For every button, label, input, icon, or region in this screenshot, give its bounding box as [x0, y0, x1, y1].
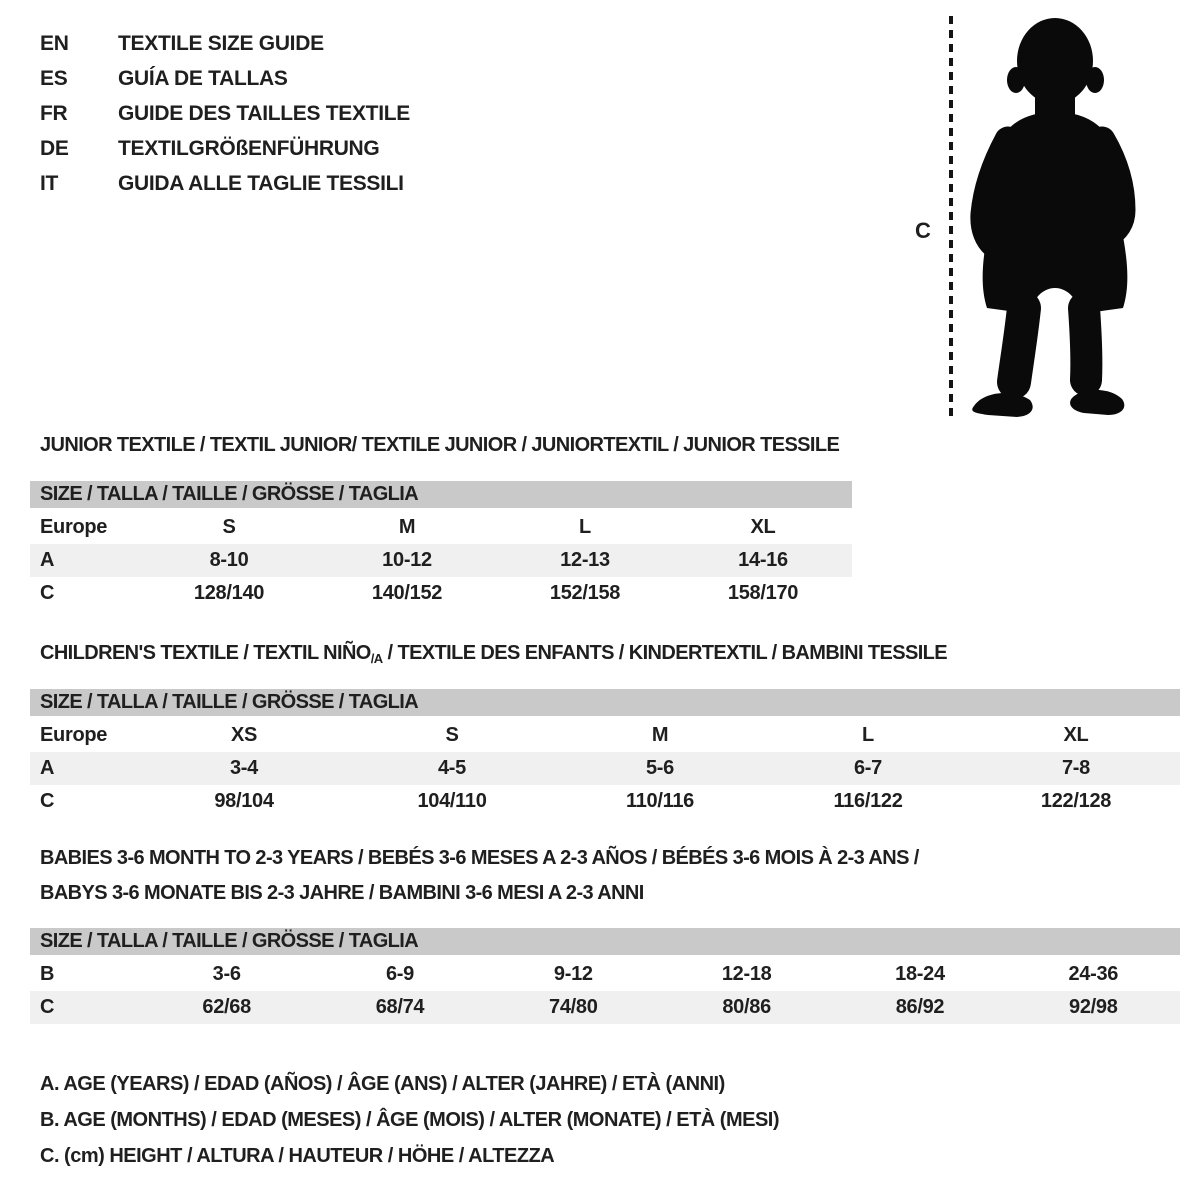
- row-label: A: [40, 549, 55, 571]
- language-header: [40, 32, 410, 196]
- table-cell: 12-13: [560, 549, 610, 571]
- legend-height-cm: C. (cm) HEIGHT / ALTURA / HAUTEUR / HÖHE / ALTEZZA: [40, 1145, 555, 1167]
- lang-code-it: IT: [40, 172, 59, 195]
- table-cell: 116/122: [833, 790, 903, 812]
- table-cell: M: [651, 724, 669, 746]
- lang-title-it: GUIDA ALLE TAGLIE TESSILI: [118, 172, 404, 195]
- table-cell: 7-8: [1061, 757, 1090, 779]
- children-title-part1: CHILDREN'S TEXTILE / TEXTIL NIÑO: [40, 642, 371, 664]
- junior-size-header: SIZE / TALLA / TAILLE / GRÖSSE / TAGLIA: [30, 481, 852, 511]
- table-row: [30, 544, 852, 577]
- lang-code-de: DE: [40, 137, 69, 160]
- lang-code-fr: FR: [40, 102, 68, 125]
- row-label: B: [40, 963, 55, 985]
- table-cell: XL: [1063, 724, 1089, 746]
- table-cell: 128/140: [193, 582, 265, 604]
- lang-code-es: ES: [40, 67, 68, 90]
- lang-code-en: EN: [40, 32, 69, 55]
- babies-table: [30, 928, 1180, 1024]
- table-cell: 80/86: [722, 996, 771, 1018]
- table-cell: 74/80: [549, 996, 598, 1018]
- table-cell: 122/128: [1040, 790, 1112, 812]
- children-table: [30, 689, 1180, 818]
- height-measure-label: C: [915, 218, 931, 243]
- table-row: [30, 785, 1180, 818]
- toddler-silhouette-image: [962, 14, 1147, 420]
- table-cell: XS: [230, 724, 258, 746]
- legend-age-months: B. AGE (MONTHS) / EDAD (MESES) / ÂGE (MOIS) / ALTER (MONATE) / ETÀ (MESI): [40, 1109, 780, 1131]
- table-cell: 4-5: [437, 757, 466, 779]
- table-row: [30, 577, 852, 610]
- table-cell: 6-9: [385, 963, 414, 985]
- children-title-part2: / TEXTILE DES ENFANTS / KINDERTEXTIL / BAMBINI TESSILE: [382, 642, 948, 664]
- legend-age-years: A. AGE (YEARS) / EDAD (AÑOS) / ÂGE (ANS) / ALTER (JAHRE) / ETÀ (ANNI): [40, 1073, 725, 1095]
- babies-size-header: SIZE / TALLA / TAILLE / GRÖSSE / TAGLIA: [30, 928, 1180, 958]
- table-cell: XL: [750, 516, 776, 538]
- junior-section-title: JUNIOR TEXTILE / TEXTIL JUNIOR/ TEXTILE JUNIOR / JUNIORTEXTIL / JUNIOR TESSILE: [40, 434, 840, 456]
- table-cell: 18-24: [895, 963, 945, 985]
- table-cell: 140/152: [371, 582, 443, 604]
- table-cell: S: [445, 724, 459, 746]
- table-cell: 104/110: [417, 790, 487, 812]
- table-cell: 110/116: [626, 790, 694, 812]
- row-label: C: [40, 582, 55, 604]
- table-cell: 86/92: [895, 996, 945, 1018]
- babies-section-title-line1: BABIES 3-6 MONTH TO 2-3 YEARS / BEBÉS 3-6 MESES A 2-3 AÑOS / BÉBÉS 3-6 MOIS À 2-3 ANS /: [40, 847, 919, 869]
- table-row: [30, 991, 1180, 1024]
- table-cell: 3-4: [229, 757, 258, 779]
- children-size-header: SIZE / TALLA / TAILLE / GRÖSSE / TAGLIA: [30, 689, 1180, 719]
- row-label: Europe: [40, 724, 108, 746]
- row-label: A: [40, 757, 55, 779]
- row-label: Europe: [40, 516, 108, 538]
- table-row: [30, 752, 1180, 785]
- row-label: C: [40, 996, 55, 1018]
- lang-title-es: GUÍA DE TALLAS: [118, 67, 288, 90]
- table-cell: 8-10: [209, 549, 249, 571]
- babies-section-title-line2: BABYS 3-6 MONATE BIS 2-3 JAHRE / BAMBINI 3-6 MESI A 2-3 ANNI: [40, 882, 644, 904]
- height-measure-dashed-line: [949, 16, 953, 419]
- table-cell: 9-12: [553, 963, 593, 985]
- junior-table: [30, 481, 852, 610]
- table-cell: L: [862, 724, 874, 746]
- lang-title-de: TEXTILGRÖßENFÜHRUNG: [118, 137, 380, 160]
- table-cell: L: [579, 516, 591, 538]
- table-row: [30, 511, 852, 544]
- table-cell: 3-6: [212, 963, 241, 985]
- table-row: [30, 719, 1180, 752]
- row-label: C: [40, 790, 55, 812]
- children-section-title: [40, 642, 947, 666]
- table-cell: M: [398, 516, 416, 538]
- table-cell: 98/104: [214, 790, 274, 812]
- table-cell: 152/158: [549, 582, 621, 604]
- lang-title-en: TEXTILE SIZE GUIDE: [118, 32, 324, 55]
- table-cell: 158/170: [727, 582, 799, 604]
- table-cell: 14-16: [738, 549, 788, 571]
- table-cell: S: [222, 516, 236, 538]
- table-row: [30, 958, 1180, 991]
- table-cell: 68/74: [375, 996, 425, 1018]
- table-cell: 92/98: [1069, 996, 1118, 1018]
- table-cell: 5-6: [645, 757, 674, 779]
- table-cell: 6-7: [853, 757, 882, 779]
- table-cell: 10-12: [382, 549, 432, 571]
- table-cell: 24-36: [1068, 963, 1119, 985]
- table-cell: 62/68: [202, 996, 251, 1018]
- children-title-sub: /A: [370, 651, 383, 666]
- lang-title-fr: GUIDE DES TAILLES TEXTILE: [118, 102, 410, 125]
- table-cell: 12-18: [721, 963, 772, 985]
